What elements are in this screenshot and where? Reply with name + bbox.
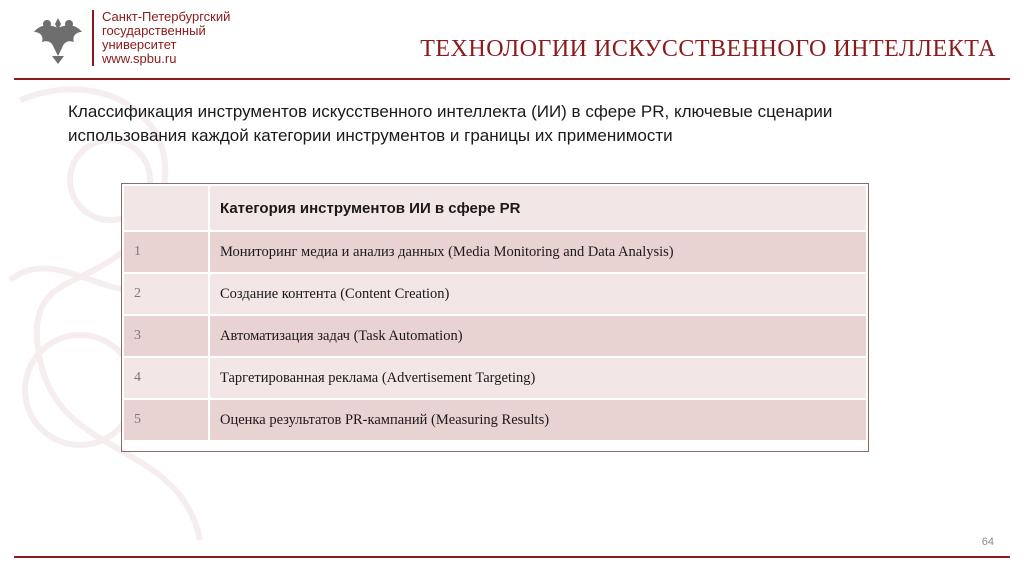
header-cell-number <box>123 185 209 231</box>
table-row <box>123 357 867 399</box>
header-divider <box>14 78 1010 80</box>
row-category: Таргетированная реклама (Advertisement Targeting) <box>209 357 867 399</box>
row-number: 2 <box>123 273 209 315</box>
row-category: Оценка результатов PR-кампаний (Measuring Results) <box>209 399 867 441</box>
table-row <box>123 399 867 441</box>
table-row <box>123 273 867 315</box>
double-headed-eagle-icon <box>30 10 86 66</box>
page-title: ТЕХНОЛОГИИ ИСКУССТВЕННОГО ИНТЕЛЛЕКТА <box>420 36 996 62</box>
row-category: Создание контента (Content Creation) <box>209 273 867 315</box>
row-category: Автоматизация задач (Task Automation) <box>209 315 867 357</box>
university-logo[interactable] <box>30 10 230 66</box>
university-url: www.spbu.ru <box>102 51 177 66</box>
table-row <box>123 231 867 273</box>
row-number: 3 <box>123 315 209 357</box>
row-category: Мониторинг медиа и анализ данных (Media Monitoring and Data Analysis) <box>209 231 867 273</box>
logo-divider <box>92 10 94 66</box>
university-line: университет <box>102 37 177 52</box>
footer-divider <box>14 556 1010 558</box>
subtitle-line: использования каждой категории инструментов и границы их применимости <box>68 126 673 145</box>
header-cell-category: Категория инструментов ИИ в сфере PR <box>209 185 867 231</box>
row-number: 1 <box>123 231 209 273</box>
university-name <box>102 10 230 66</box>
university-line: государственный <box>102 23 206 38</box>
row-number: 4 <box>123 357 209 399</box>
university-line: Санкт-Петербургский <box>102 9 231 24</box>
slide-subtitle <box>68 100 968 148</box>
subtitle-line: Классификация инструментов искусственного интеллекта (ИИ) в сфере PR, ключевые сценарии <box>68 102 833 121</box>
ai-categories-table <box>122 184 868 442</box>
row-number: 5 <box>123 399 209 441</box>
table-header-row <box>123 185 867 231</box>
table-row <box>123 315 867 357</box>
page-number: 64 <box>981 536 994 548</box>
